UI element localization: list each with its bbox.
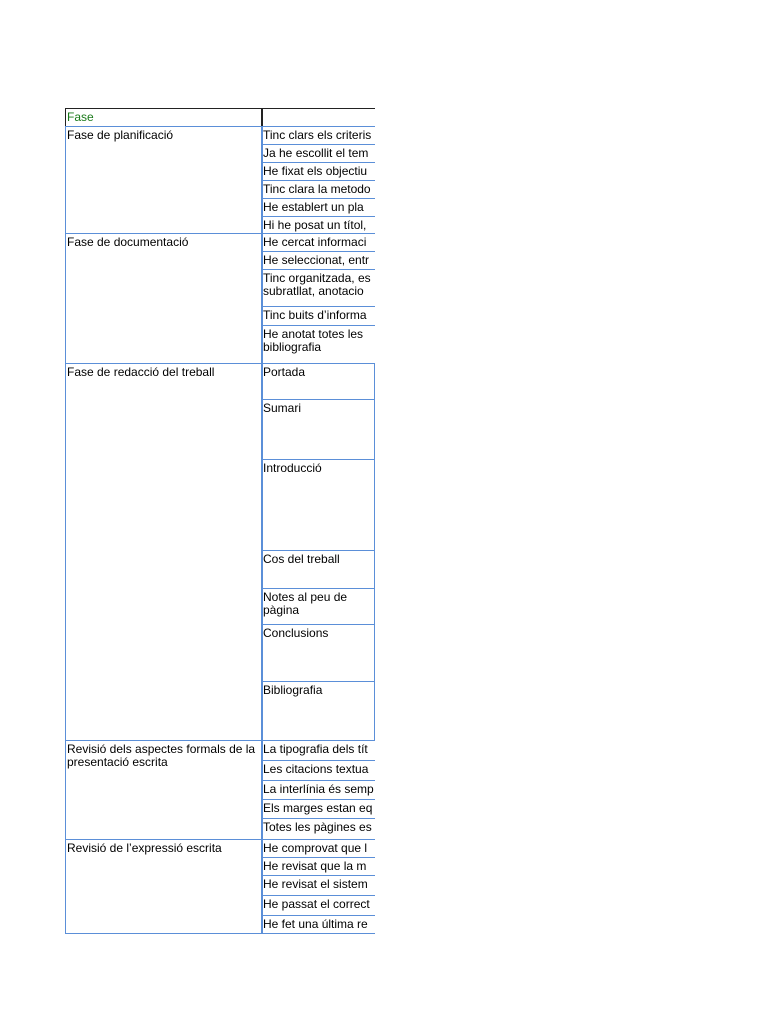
item-cell[interactable]: He passat el correct bbox=[261, 895, 375, 916]
item-cell[interactable]: Ja he escollit el tem bbox=[261, 144, 375, 163]
phase-planificacio[interactable]: Fase de planificació bbox=[65, 126, 263, 234]
header-fase[interactable]: Fase bbox=[65, 108, 263, 127]
item-cell[interactable]: La tipografia dels tít bbox=[261, 740, 375, 761]
item-cell[interactable]: Bibliografia bbox=[261, 681, 375, 741]
phase-revisio-formals[interactable]: Revisió dels aspectes formals de la presentació escrita bbox=[65, 740, 263, 840]
item-cell[interactable]: He establert un pla bbox=[261, 198, 375, 217]
header-col-b[interactable] bbox=[261, 108, 375, 127]
item-cell[interactable]: Totes les pàgines es bbox=[261, 818, 375, 840]
item-cell[interactable]: Els marges estan eq bbox=[261, 799, 375, 819]
phase-redaccio[interactable]: Fase de redacció del treball bbox=[65, 363, 263, 741]
item-cell[interactable]: Introducció bbox=[261, 459, 375, 551]
spreadsheet-table bbox=[65, 108, 375, 934]
phase-documentacio[interactable]: Fase de documentació bbox=[65, 233, 263, 364]
item-cell[interactable]: He cercat informaci bbox=[261, 233, 375, 252]
item-cell[interactable]: Conclusions bbox=[261, 624, 375, 682]
item-cell[interactable]: Tinc organitzada, es subratllat, anotacio bbox=[261, 269, 375, 307]
item-cell[interactable]: He revisat que la m bbox=[261, 857, 375, 876]
item-cell[interactable]: Tinc clars els criteris bbox=[261, 126, 375, 145]
item-cell[interactable]: He fet una última re bbox=[261, 915, 375, 934]
item-cell[interactable]: Cos del treball bbox=[261, 550, 375, 589]
item-cell[interactable]: He anotat totes les bibliografia bbox=[261, 325, 375, 364]
item-cell[interactable]: Tinc clara la metodo bbox=[261, 180, 375, 199]
item-cell[interactable]: He comprovat que l bbox=[261, 839, 375, 858]
item-cell[interactable]: Les citacions textua bbox=[261, 760, 375, 781]
item-cell[interactable]: Hi he posat un títol, bbox=[261, 216, 375, 234]
item-cell[interactable]: He seleccionat, entr bbox=[261, 251, 375, 270]
phase-revisio-expressio[interactable]: Revisió de l’expressió escrita bbox=[65, 839, 263, 934]
item-cell[interactable]: Notes al peu de pàgina bbox=[261, 588, 375, 625]
item-cell[interactable]: Portada bbox=[261, 363, 375, 400]
item-cell[interactable]: Tinc buits d’informa bbox=[261, 306, 375, 326]
item-cell[interactable]: He revisat el sistem bbox=[261, 875, 375, 896]
item-cell[interactable]: He fixat els objectiu bbox=[261, 162, 375, 181]
item-cell[interactable]: Sumari bbox=[261, 399, 375, 460]
item-cell[interactable]: La interlínia és semp bbox=[261, 780, 375, 800]
